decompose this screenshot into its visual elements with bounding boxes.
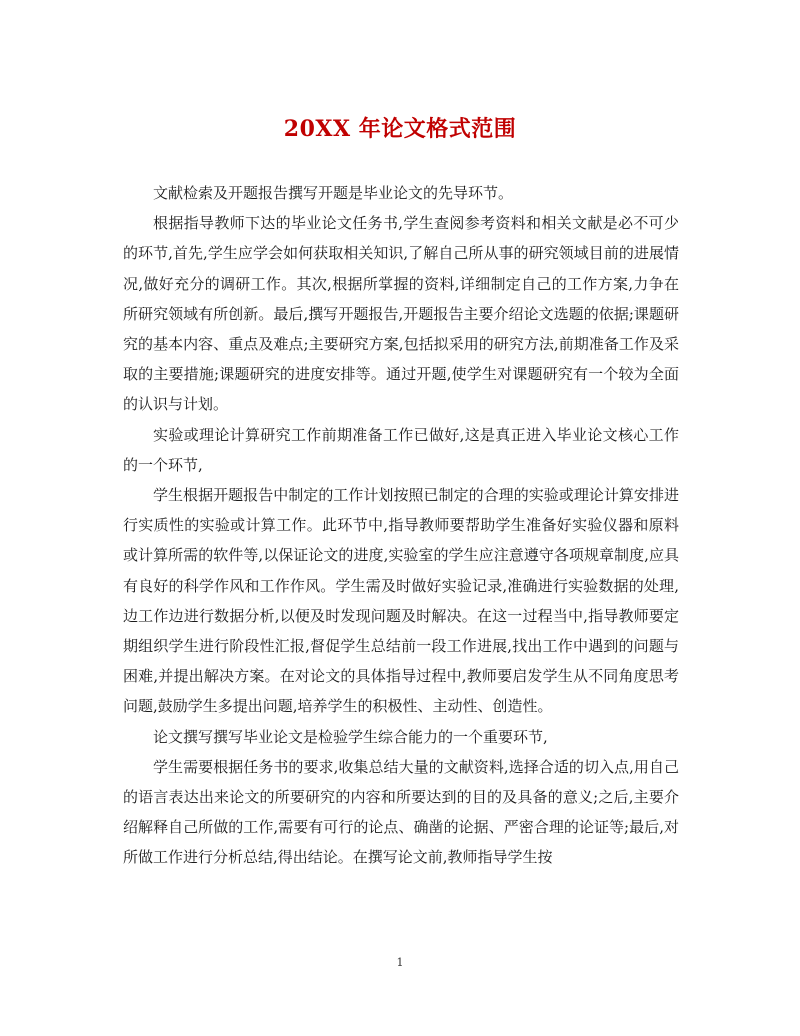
document-body — [123, 178, 679, 873]
paragraph: 学生需要根据任务书的要求,收集总结大量的文献资料,选择合适的切入点,用自己的语言表达出来论文的所要研究的内容和所要达到的目的及具备的意义;之后,主要介绍解释自己所做的工作,需要有可行的论点、确凿的论据、严密合理的论证等;最后,对所做工作进行分析总结,得出结论。在撰写论文前,教师指导学生按 — [123, 757, 679, 867]
paragraph: 学生根据开题报告中制定的工作计划按照已制定的合理的实验或理论计算安排进行实质性的实验或计算工作。此环节中,指导教师要帮助学生准备好实验仪器和原料或计算所需的软件等,以保证论文的进度,实验室的学生应注意遵守各项规章制度,应具有良好的科学作风和工作作风。学生需及时做好实验记录,准确进行实验数据的处理,边工作边进行数据分析,以便及时发现问题及时解决。在这一过程当中,指导教师要定期组织学生进行阶段性汇报,督促学生总结前一段工作进展,找出工作中遇到的问题与困难,并提出解决方案。在对论文的具体指导过程中,教师要启发学生从不同角度思考问题,鼓励学生多提出问题,培养学生的积极性、主动性、创造性。 — [123, 486, 679, 716]
paragraph: 文献检索及开题报告撰写开题是毕业论文的先导环节。 — [153, 184, 514, 202]
paragraph: 论文撰写撰写毕业论文是检验学生综合能力的一个重要环节, — [153, 727, 548, 746]
paragraph: 根据指导教师下达的毕业论文任务书,学生查阅参考资料和相关文献是必不可少的环节,首先,学生应学会如何获取相关知识,了解自己所从事的研究领域目前的进展情况,做好充分的调研工作。其次,根据所掌握的资料,详细制定自己的工作方案,力争在所研究领域有所创新。最后,撰写开题报告,开题报告主要介绍论文选题的依据;课题研究的基本内容、重点及难点;主要研究方案,包括拟采用的研究方法,前期准备工作及采取的主要措施;课题研究的进度安排等。通过开题,使学生对课题研究有一个较为全面的认识与计划。 — [123, 214, 679, 414]
document-title: 20XX 年论文格式范围 — [283, 116, 517, 142]
page-number: 1 — [396, 956, 404, 969]
paragraph: 实验或理论计算研究工作前期准备工作已做好,这是真正进入毕业论文核心工作的一个环节, — [123, 425, 679, 474]
